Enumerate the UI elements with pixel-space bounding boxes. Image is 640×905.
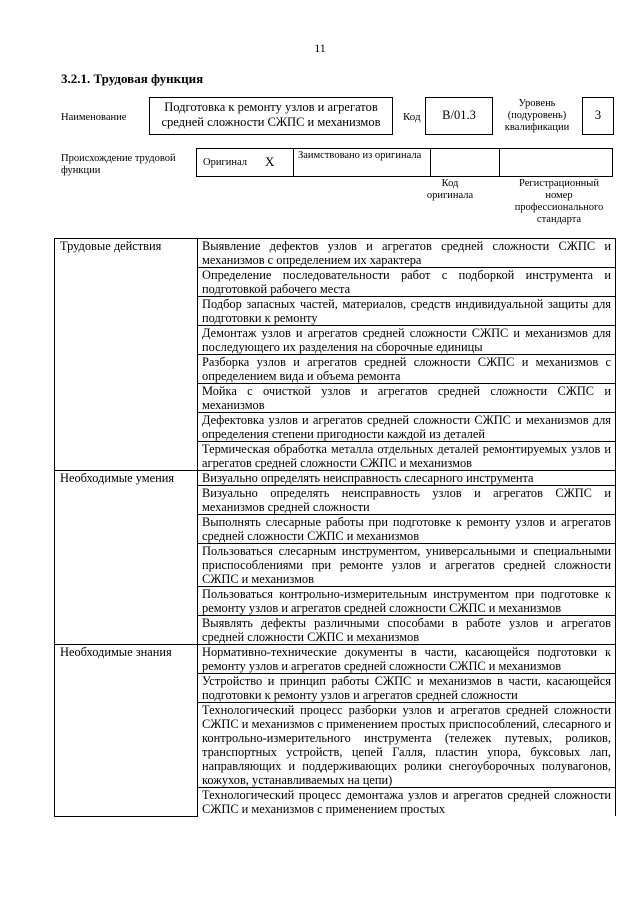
function-code-value: В/01.3 [425, 97, 493, 135]
table-row [55, 239, 616, 268]
reg-number-cell [499, 148, 613, 177]
item-cell: Разборка узлов и агрегатов средней сложности СЖПС и механизмов с определением вида и объема ремонта [198, 355, 616, 384]
item-cell: Демонтаж узлов и агрегатов средней сложности СЖПС и механизмов для последующего их разделения на сборочные единицы [198, 326, 616, 355]
item-cell: Пользоваться контрольно-измерительным инструментом при подготовке к ремонту узлов и агрегатов средней сложности СЖПС и механизмов [198, 587, 616, 616]
page-number: 11 [314, 41, 326, 55]
item-cell: Устройство и принцип работы СЖПС и механизмов в части, касающейся подготовки к ремонту узлов и агрегатов средней сложности [198, 674, 616, 703]
name-label: Наименование [61, 112, 127, 123]
origin-row [196, 148, 614, 177]
item-cell: Мойка с очисткой узлов и агрегатов средней сложности СЖПС и механизмов [198, 384, 616, 413]
reg-number-label: Регистрационный номер профессионального стандарта [514, 178, 604, 225]
function-details-table [54, 238, 616, 817]
origin-label: Происхождение трудовой функции [61, 153, 176, 176]
item-cell: Технологический процесс разборки узлов и агрегатов средней сложности СЖПС и механизмов с применением простых приспособлений, слесарного и контрольно-измерительного инструмента (тележек путевых, роликов, транспортных устройств, цепей Галля, пластин упора, буксовых лап, направляющих и поддерживающих ролики снегоуборочных полувагонов, кожухов, устанавливаемых на цепи) [198, 703, 616, 788]
table-row [55, 645, 616, 674]
item-cell: Визуально определять неисправность слесарного инструмента [198, 471, 616, 486]
code-original-cell [430, 148, 500, 177]
item-cell: Выполнять слесарные работы при подготовке к ремонту узлов и агрегатов средней сложности СЖПС и механизмов [198, 515, 616, 544]
original-mark: X [265, 154, 275, 169]
item-cell: Нормативно-технические документы в части, касающейся подготовки к ремонту узлов и агрегатов средней сложности СЖПС и механизмов [198, 645, 616, 674]
item-cell: Определение последовательности работ с подборкой инструмента и подготовкой рабочего места [198, 268, 616, 297]
borrowed-cell [293, 148, 431, 177]
item-cell: Дефектовка узлов и агрегатов средней сложности СЖПС и механизмов для определения степени пригодности каждой из деталей [198, 413, 616, 442]
code-original-label: Код оригинала [426, 178, 474, 201]
table-row [55, 471, 616, 486]
original-label: Оригинал [203, 157, 247, 168]
function-name-value: Подготовка к ремонту узлов и агрегатов средней сложности СЖПС и механизмов [149, 97, 393, 135]
item-cell: Технологический процесс демонтажа узлов и агрегатов средней сложности СЖПС и механизмов с применением простых [198, 788, 616, 817]
category-cell: Трудовые действия [55, 239, 198, 471]
item-cell: Выявлять дефекты различными способами в работе узлов и агрегатов средней сложности СЖПС и механизмов [198, 616, 616, 645]
category-cell: Необходимые умения [55, 471, 198, 645]
item-cell: Подбор запасных частей, материалов, средств индивидуальной защиты для подготовки к ремонту [198, 297, 616, 326]
section-title: 3.2.1. Трудовая функция [61, 71, 204, 86]
item-cell: Визуально определять неисправность узлов и агрегатов СЖПС и механизмов средней сложности [198, 486, 616, 515]
code-label: Код [403, 111, 421, 123]
original-cell [196, 148, 294, 177]
item-cell: Термическая обработка металла отдельных деталей ремонтируемых узлов и агрегатов средней сложности СЖПС и механизмов [198, 442, 616, 471]
qualification-level-label: Уровень (подуровень) квалификации [504, 98, 570, 133]
item-cell: Выявление дефектов узлов и агрегатов средней сложности СЖПС и механизмов с определением их характера [198, 239, 616, 268]
category-cell: Необходимые знания [55, 645, 198, 817]
item-cell: Пользоваться слесарным инструментом, универсальными и специальными приспособлениями при ремонте узлов и агрегатов средней сложности СЖПС и механизмов [198, 544, 616, 587]
borrowed-label: Заимствовано из оригинала [298, 150, 422, 161]
qualification-level-value: 3 [582, 97, 614, 135]
